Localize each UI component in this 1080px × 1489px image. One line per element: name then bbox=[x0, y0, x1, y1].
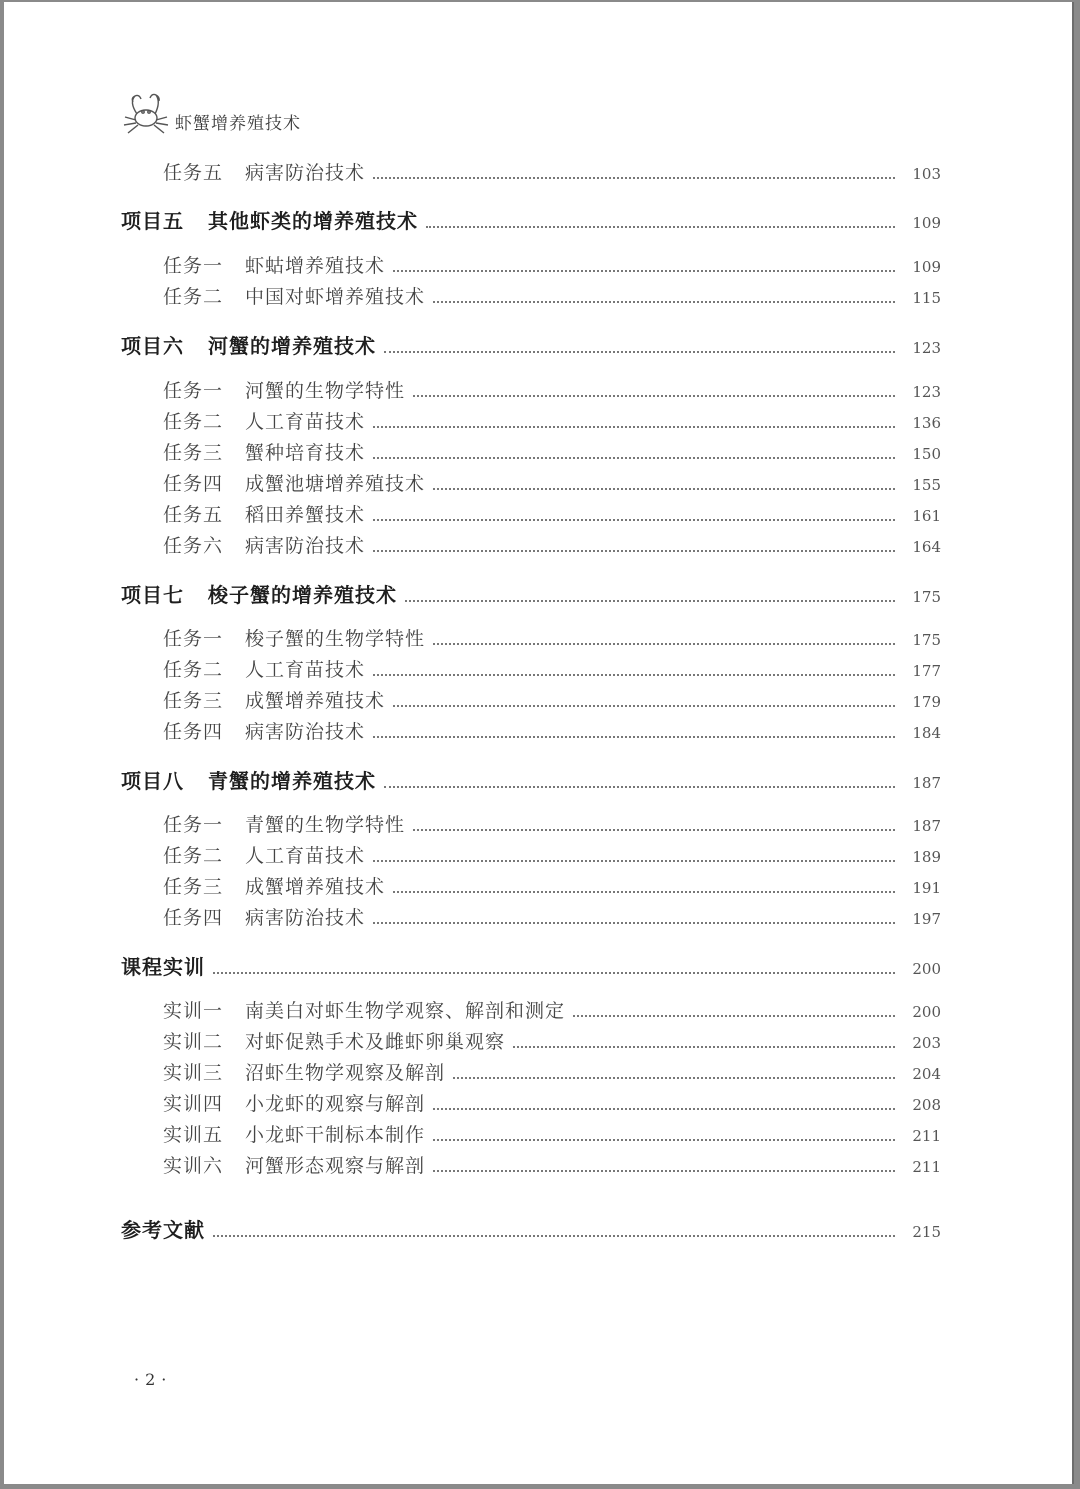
toc-entry-title: 蟹种培育技术 bbox=[245, 442, 366, 464]
dot-leader bbox=[213, 972, 895, 974]
toc-entry-label: 实训六 bbox=[163, 1155, 224, 1177]
toc-entry-label: 实训四 bbox=[163, 1093, 224, 1115]
toc-page-number: 200 bbox=[912, 960, 941, 978]
toc-section-row[interactable] bbox=[4, 407, 1072, 434]
dot-leader bbox=[384, 786, 895, 788]
dot-leader bbox=[573, 1015, 895, 1017]
dot-leader bbox=[373, 736, 895, 738]
toc-section-row[interactable] bbox=[4, 686, 1072, 713]
toc-section-row[interactable] bbox=[4, 1120, 1072, 1147]
toc-entry-label: 任务四 bbox=[163, 907, 224, 929]
toc-section-row[interactable] bbox=[4, 438, 1072, 465]
toc-entry-title: 成蟹池塘增养殖技术 bbox=[245, 473, 426, 495]
toc-entry-title: 病害防治技术 bbox=[245, 162, 366, 184]
dot-leader bbox=[433, 1108, 895, 1110]
dot-leader bbox=[433, 643, 895, 645]
dot-leader bbox=[373, 177, 895, 179]
toc-page-number: 103 bbox=[912, 165, 941, 183]
toc-section-row[interactable] bbox=[4, 810, 1072, 837]
toc-page-number: 189 bbox=[912, 848, 941, 866]
toc-entry-label: 实训五 bbox=[163, 1124, 224, 1146]
toc-entry-label: 任务一 bbox=[163, 380, 224, 402]
toc-entry-title: 课程实训 bbox=[121, 955, 205, 979]
toc-entry-label: 项目七 bbox=[121, 583, 184, 607]
dot-leader bbox=[373, 922, 895, 924]
toc-entry-title: 梭子蟹的增养殖技术 bbox=[208, 583, 397, 607]
toc-page-number: 177 bbox=[912, 662, 941, 680]
toc-entry-label: 任务三 bbox=[163, 690, 224, 712]
toc-chapter-row[interactable] bbox=[4, 205, 1072, 234]
dot-leader bbox=[393, 891, 895, 893]
toc-page-number: 187 bbox=[912, 774, 941, 792]
toc-entry-label: 项目五 bbox=[121, 209, 184, 233]
toc-entry-title: 南美白对虾生物学观察、解剖和测定 bbox=[245, 1000, 566, 1022]
toc-page-number: 197 bbox=[912, 910, 941, 928]
dot-leader bbox=[373, 860, 895, 862]
toc-page-number: 150 bbox=[912, 445, 941, 463]
toc-entry-title: 其他虾类的增养殖技术 bbox=[208, 209, 418, 233]
toc-page-number: 187 bbox=[912, 817, 941, 835]
toc-entry-label: 实训一 bbox=[163, 1000, 224, 1022]
toc-entry-title: 河蟹的生物学特性 bbox=[245, 380, 406, 402]
toc-entry-title: 成蟹增养殖技术 bbox=[245, 690, 386, 712]
dot-leader bbox=[373, 426, 895, 428]
toc-entry-title: 参考文献 bbox=[121, 1218, 205, 1242]
toc-page-number: 200 bbox=[912, 1003, 941, 1021]
toc-section-row[interactable] bbox=[4, 251, 1072, 278]
dot-leader bbox=[393, 270, 895, 272]
toc-section-row[interactable] bbox=[4, 531, 1072, 558]
document-page bbox=[4, 2, 1074, 1484]
toc-page-number: 109 bbox=[912, 258, 941, 276]
toc-entry-title: 成蟹增养殖技术 bbox=[245, 876, 386, 898]
toc-page-number: 175 bbox=[912, 631, 941, 649]
toc-entry-title: 小龙虾的观察与解剖 bbox=[245, 1093, 426, 1115]
dot-leader bbox=[393, 705, 895, 707]
toc-entry-title: 青蟹的生物学特性 bbox=[245, 814, 406, 836]
toc-section-row[interactable] bbox=[4, 500, 1072, 527]
toc-entry-label: 任务二 bbox=[163, 659, 224, 681]
toc-entry-title: 病害防治技术 bbox=[245, 721, 366, 743]
dot-leader bbox=[373, 519, 895, 521]
toc-page-number: 203 bbox=[912, 1034, 941, 1052]
toc-section-row[interactable] bbox=[4, 1058, 1072, 1085]
toc-section-row[interactable] bbox=[4, 282, 1072, 309]
running-header bbox=[119, 90, 301, 140]
toc-page-number: 109 bbox=[912, 214, 941, 232]
toc-section-row[interactable] bbox=[4, 717, 1072, 744]
toc-section-row[interactable] bbox=[4, 1151, 1072, 1178]
dot-leader bbox=[405, 600, 895, 602]
toc-section-row[interactable] bbox=[4, 376, 1072, 403]
dot-leader bbox=[213, 1235, 895, 1237]
toc-page-number: 161 bbox=[912, 507, 941, 525]
toc-chapter-row[interactable] bbox=[4, 579, 1072, 608]
toc-entry-title: 人工育苗技术 bbox=[245, 659, 366, 681]
toc-section-row[interactable] bbox=[4, 655, 1072, 682]
dot-leader bbox=[433, 301, 895, 303]
toc-entry-title: 河蟹形态观察与解剖 bbox=[245, 1155, 426, 1177]
toc-entry-label: 任务四 bbox=[163, 473, 224, 495]
toc-chapter-row[interactable] bbox=[4, 330, 1072, 359]
toc-page-number: 164 bbox=[912, 538, 941, 556]
toc-entry-label: 实训三 bbox=[163, 1062, 224, 1084]
toc-section-row[interactable] bbox=[4, 996, 1072, 1023]
toc-entry-label: 项目八 bbox=[121, 769, 184, 793]
toc-entry-title: 沼虾生物学观察及解剖 bbox=[245, 1062, 446, 1084]
toc-entry-title: 病害防治技术 bbox=[245, 907, 366, 929]
toc-section-row[interactable] bbox=[4, 158, 1072, 185]
toc-chapter-row[interactable] bbox=[4, 765, 1072, 794]
toc-page-number: 184 bbox=[912, 724, 941, 742]
dot-leader bbox=[373, 674, 895, 676]
toc-page-number: 211 bbox=[912, 1158, 941, 1176]
toc-entry-label: 任务四 bbox=[163, 721, 224, 743]
toc-section-row[interactable] bbox=[4, 469, 1072, 496]
toc-chapter-row[interactable] bbox=[4, 1214, 1072, 1243]
dot-leader bbox=[413, 395, 895, 397]
toc-entry-label: 任务三 bbox=[163, 442, 224, 464]
toc-entry-title: 小龙虾干制标本制作 bbox=[245, 1124, 426, 1146]
toc-page-number: 155 bbox=[912, 476, 941, 494]
toc-entry-label: 任务二 bbox=[163, 845, 224, 867]
toc-chapter-row[interactable] bbox=[4, 951, 1072, 980]
toc-entry-label: 任务二 bbox=[163, 411, 224, 433]
dot-leader bbox=[373, 457, 895, 459]
toc-page-number: 211 bbox=[912, 1127, 941, 1145]
toc-section-row[interactable] bbox=[4, 624, 1072, 651]
toc-section-row[interactable] bbox=[4, 872, 1072, 899]
dot-leader bbox=[453, 1077, 895, 1079]
toc-entry-title: 中国对虾增养殖技术 bbox=[245, 286, 426, 308]
toc-page-number: 179 bbox=[912, 693, 941, 711]
toc-page-number: 191 bbox=[912, 879, 941, 897]
toc-section-row[interactable] bbox=[4, 903, 1072, 930]
dot-leader bbox=[513, 1046, 895, 1048]
toc-page-number: 204 bbox=[912, 1065, 941, 1083]
toc-entry-title: 人工育苗技术 bbox=[245, 411, 366, 433]
crab-icon bbox=[119, 90, 171, 140]
dot-leader bbox=[433, 488, 895, 490]
toc-entry-label: 任务一 bbox=[163, 814, 224, 836]
toc-entry-title: 河蟹的增养殖技术 bbox=[208, 334, 376, 358]
dot-leader bbox=[426, 226, 895, 228]
toc-entry-title: 梭子蟹的生物学特性 bbox=[245, 628, 426, 650]
toc-section-row[interactable] bbox=[4, 1027, 1072, 1054]
toc-entry-title: 人工育苗技术 bbox=[245, 845, 366, 867]
toc-entry-title: 虾蛄增养殖技术 bbox=[245, 255, 386, 277]
toc-entry-title: 青蟹的增养殖技术 bbox=[208, 769, 376, 793]
toc-page-number: 136 bbox=[912, 414, 941, 432]
dot-leader bbox=[413, 829, 895, 831]
dot-leader bbox=[433, 1139, 895, 1141]
toc-entry-label: 任务三 bbox=[163, 876, 224, 898]
toc-entry-label: 实训二 bbox=[163, 1031, 224, 1053]
toc-entry-title: 对虾促熟手术及雌虾卵巢观察 bbox=[245, 1031, 506, 1053]
toc-entry-label: 任务一 bbox=[163, 255, 224, 277]
header-title: 虾蟹增养殖技术 bbox=[175, 114, 301, 134]
toc-section-row[interactable] bbox=[4, 1089, 1072, 1116]
toc-page-number: 123 bbox=[912, 339, 941, 357]
dot-leader bbox=[433, 1170, 895, 1172]
toc-page-number: 115 bbox=[912, 289, 941, 307]
toc-entry-label: 任务五 bbox=[163, 162, 224, 184]
toc-entry-title: 稻田养蟹技术 bbox=[245, 504, 366, 526]
toc-section-row[interactable] bbox=[4, 841, 1072, 868]
toc-entry-label: 项目六 bbox=[121, 334, 184, 358]
toc-page-number: 215 bbox=[912, 1223, 941, 1241]
dot-leader bbox=[384, 351, 895, 353]
toc-entry-label: 任务五 bbox=[163, 504, 224, 526]
toc-entry-title: 病害防治技术 bbox=[245, 535, 366, 557]
toc-page-number: 175 bbox=[912, 588, 941, 606]
toc-page-number: 123 bbox=[912, 383, 941, 401]
toc-entry-label: 任务六 bbox=[163, 535, 224, 557]
toc-entry-label: 任务二 bbox=[163, 286, 224, 308]
toc-entry-label: 任务一 bbox=[163, 628, 224, 650]
page-number: ·2· bbox=[134, 1370, 173, 1389]
dot-leader bbox=[373, 550, 895, 552]
toc-page-number: 208 bbox=[912, 1096, 941, 1114]
